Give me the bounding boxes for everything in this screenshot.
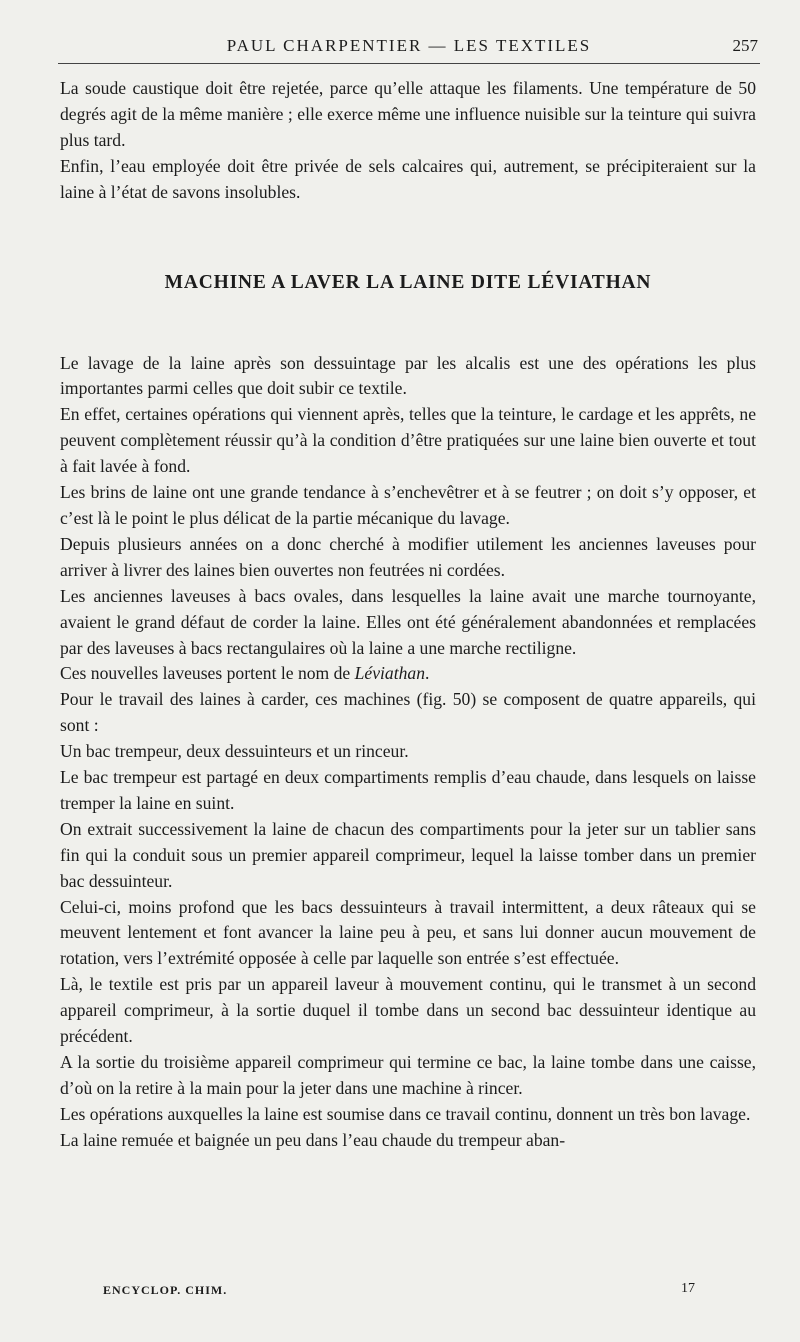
paragraph: Là, le textile est pris par un appareil laveur à mouvement continu, qui le transmet à un second appareil comprimeur, à la sortie duquel il tombe dans un second bac dessuinteur identique au précédent. bbox=[60, 974, 756, 1047]
text-run: . bbox=[425, 663, 430, 684]
paragraph: Le bac trempeur est partagé en deux compartiments remplis d’eau chaude, dans lesquels on laisse tremper la laine en suint. bbox=[60, 767, 756, 813]
page-footer bbox=[103, 1283, 695, 1303]
paragraph: A la sortie du troisième appareil comprimeur qui termine ce bac, la laine tombe dans une caisse, d’où on la retire à la main pour la jeter dans une machine à rincer. bbox=[60, 1052, 756, 1098]
page-header bbox=[60, 36, 758, 60]
paragraph: La soude caustique doit être rejetée, parce qu’elle attaque les filaments. Une température de 50 degrés agit de la même manière ; elle exerce même une influence nuisible sur la teinture qui suivra plus tard. bbox=[60, 78, 756, 150]
paragraph: Un bac trempeur, deux dessuinteurs et un rinceur. bbox=[60, 741, 409, 762]
paragraph: Enfin, l’eau employée doit être privée de sels calcaires qui, autrement, se précipiteraient sur la laine à l’état de savons insolubles. bbox=[60, 155, 756, 202]
printer-signature: ENCYCLOP. CHIM. bbox=[103, 1283, 228, 1297]
paragraph: Les brins de laine ont une grande tendance à s’enchevêtrer et à se feutrer ; on doit s’y opposer, et c’est là le point le plus délicat de la partie mécanique du lavage. bbox=[60, 482, 756, 528]
page-number: 257 bbox=[732, 36, 758, 55]
page-body bbox=[60, 76, 756, 1154]
paragraph: Le lavage de la laine après son dessuintage par les alcalis est une des opérations les plus importantes parmi celles que doit subir ce textile. bbox=[60, 352, 756, 399]
italic-term: Léviathan bbox=[354, 663, 426, 684]
header-rule bbox=[58, 63, 760, 64]
paragraph: Pour le travail des laines à carder, ces machines (fig. 50) se composent de quatre appareils, qui sont : bbox=[60, 689, 756, 736]
running-title: PAUL CHARPENTIER — LES TEXTILES bbox=[226, 36, 592, 55]
paragraph: Celui-ci, moins profond que les bacs dessuinteurs à travail intermittent, a deux râteaux qui se meuvent lentement et font avancer la laine peu à peu, et sans lui donner aucun mouvement de rotation, vers l’extrémité opposée à celle par laquelle son entrée s’est effectuée. bbox=[60, 896, 756, 969]
paragraph-leviathan bbox=[60, 661, 756, 687]
paragraph: Les anciennes laveuses à bacs ovales, dans lesquelles la laine avait une marche tournoyante, avaient le grand défaut de corder la laine. Elles ont été généralement abandonnées et remplacées par des laveuses à bacs rectangulaires où la laine a une marche rectiligne. bbox=[60, 585, 756, 658]
signature-number: 17 bbox=[681, 1281, 695, 1296]
section-heading: MACHINE A LAVER LA LAINE DITE LÉVIATHAN bbox=[164, 271, 652, 293]
paragraph: Depuis plusieurs années on a donc cherché à modifier utilement les anciennes laveuses pour arriver à livrer des laines bien ouvertes non feutrées ni cordées. bbox=[60, 533, 756, 580]
paragraph: En effet, certaines opérations qui viennent après, telles que la teinture, le cardage et les apprêts, ne peuvent complètement réussir qu’à la condition d’être pratiquées sur une laine bien ouverte et tout à fait lavée à fond. bbox=[60, 404, 756, 477]
paragraph: On extrait successivement la laine de chacun des compartiments pour la jeter sur un tablier sans fin qui la conduit sous un premier appareil comprimeur, lequel la laisse tomber dans un premier bac dessuinteur. bbox=[60, 818, 756, 891]
paragraph: La laine remuée et baignée un peu dans l’eau chaude du trempeur aban- bbox=[60, 1129, 566, 1150]
paragraph: Les opérations auxquelles la laine est soumise dans ce travail continu, donnent un très bon lavage. bbox=[60, 1103, 751, 1124]
text-run: Ces nouvelles laveuses portent le nom de bbox=[60, 663, 355, 684]
